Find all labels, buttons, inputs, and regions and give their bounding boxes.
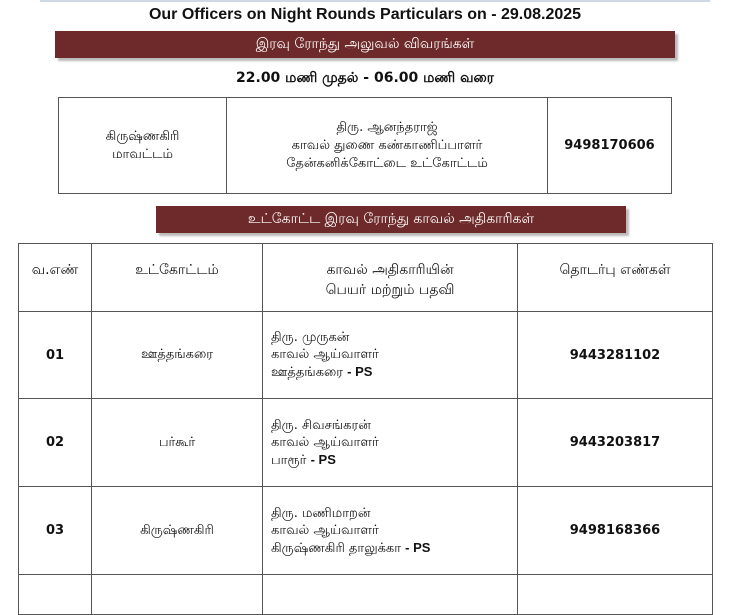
row-phone: 9443203817	[518, 399, 713, 487]
subdivision-banner	[156, 206, 626, 233]
header-phone: தொடர்பு எண்கள்	[518, 244, 713, 312]
header-division: உட்கோட்டம்	[92, 244, 263, 312]
row-phone: 9498168366	[518, 487, 713, 575]
table-row-partial	[19, 575, 713, 615]
row-phone	[518, 575, 713, 615]
row-officer	[263, 399, 518, 487]
row-sno: 02	[19, 399, 92, 487]
row-officer	[263, 312, 518, 399]
district-officer-cell	[227, 98, 548, 194]
officer-rank: காவல் ஆய்வாளர்	[271, 347, 379, 362]
night-rounds-banner-text: இரவு ரோந்து அலுவல் விவரங்கள்	[255, 35, 475, 52]
night-rounds-banner	[55, 31, 675, 58]
district-officer-rank: காவல் துணை கண்காணிப்பாளர்	[291, 137, 483, 153]
subdivision-banner-text: உட்கோட்ட இரவு ரோந்து காவல் அதிகாரிகள்	[247, 210, 535, 227]
row-officer	[263, 487, 518, 575]
officers-table	[18, 243, 713, 615]
officer-name: திரு. சிவசங்கரன்	[271, 417, 371, 433]
row-sno: 03	[19, 487, 92, 575]
district-name-line1: கிருஷ்ணகிரி	[105, 128, 180, 144]
station-name: பாரூர்	[271, 452, 307, 468]
district-row	[59, 98, 672, 194]
top-border-line	[40, 0, 710, 2]
row-sno: 01	[19, 312, 92, 399]
page-title: Our Officers on Night Rounds Particulars on - 29.08.2025	[148, 6, 582, 23]
header-officer	[263, 244, 518, 312]
row-officer	[263, 575, 518, 615]
ps-suffix: - PS	[310, 451, 336, 467]
ps-suffix: - PS	[405, 539, 431, 555]
district-name-cell	[59, 98, 227, 194]
ps-suffix: - PS	[347, 364, 373, 379]
officer-rank: காவல் ஆய்வாளர்	[271, 522, 379, 538]
officer-station	[271, 451, 516, 469]
station-name: ஊத்தங்கரை	[271, 365, 344, 380]
district-officer-table	[58, 97, 672, 194]
district-name-line2: மாவட்டம்	[112, 146, 173, 162]
table-row	[19, 487, 713, 575]
row-sno	[19, 575, 92, 615]
district-officer-name: திரு. ஆனந்தராஜ்	[336, 119, 438, 135]
row-division	[92, 575, 263, 615]
table-row	[19, 312, 713, 399]
station-name: கிருஷ்ணகிரி தாலுக்கா	[271, 540, 402, 556]
row-division: பர்கூர்	[92, 399, 263, 487]
officer-name: திரு. மணிமாறன்	[271, 505, 371, 521]
officer-rank: காவல் ஆய்வாளர்	[271, 434, 379, 450]
officer-station	[271, 539, 516, 557]
district-phone-cell: 9498170606	[548, 98, 672, 194]
row-phone: 9443281102	[518, 312, 713, 399]
officer-station	[271, 363, 516, 381]
officer-name: திரு. முருகன்	[271, 330, 350, 345]
table-row	[19, 399, 713, 487]
district-officer-division: தேன்கனிக்கோட்டை உட்கோட்டம்	[286, 155, 488, 171]
table-header-row	[19, 244, 713, 312]
header-officer-line2: பெயர் மற்றும் பதவி	[325, 282, 455, 298]
time-range: 22.00 மணி முதல் - 06.00 மணி வரை	[236, 70, 494, 86]
header-sno: வ.எண்	[19, 244, 92, 312]
header-officer-line1: காவல் அதிகாரியின்	[326, 262, 454, 278]
row-division: ஊத்தங்கரை	[92, 312, 263, 399]
row-division: கிருஷ்ணகிரி	[92, 487, 263, 575]
